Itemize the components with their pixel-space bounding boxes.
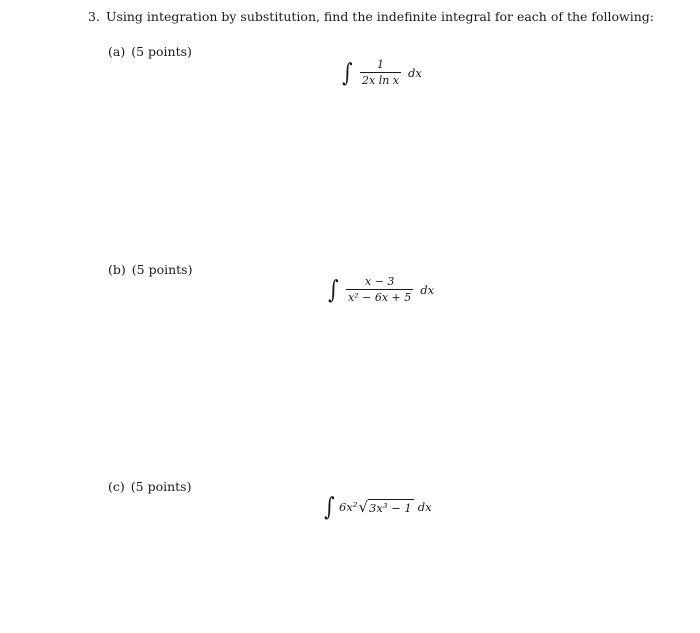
part-c-differential: dx xyxy=(417,499,432,514)
integral-sign: ∫ xyxy=(328,275,339,304)
part-b-label xyxy=(108,262,192,277)
question-number: 3. xyxy=(88,9,100,24)
part-c-radicand: 3x³ − 1 xyxy=(369,500,412,515)
question-prompt: Using integration by substitution, find the indefinite integral for each of the following: xyxy=(105,9,655,24)
question-header xyxy=(88,9,654,24)
part-c-label xyxy=(108,479,191,494)
part-a-letter: (a) xyxy=(108,44,126,59)
part-c-letter: (c) xyxy=(108,479,125,494)
part-b-integral xyxy=(327,275,434,304)
part-c-radical xyxy=(358,499,413,515)
part-b-denominator: x² − 6x + 5 xyxy=(348,291,412,304)
part-b-points: (5 points) xyxy=(131,262,193,277)
part-c-points: (5 points) xyxy=(130,479,192,494)
part-a-numerator: 1 xyxy=(377,58,385,71)
part-c-integral xyxy=(323,494,432,519)
part-c-coefficient: 6x² xyxy=(339,499,358,514)
part-a-integral xyxy=(341,58,422,87)
part-b-fraction xyxy=(346,275,413,304)
part-a-label xyxy=(108,44,192,59)
integral-sign: ∫ xyxy=(342,58,353,87)
square-root-icon: √ xyxy=(358,497,369,516)
part-a-denominator: 2x ln x xyxy=(362,74,400,87)
integral-sign: ∫ xyxy=(324,492,335,521)
part-b-differential: dx xyxy=(420,282,435,297)
part-b-letter: (b) xyxy=(108,262,126,277)
part-b-numerator: x − 3 xyxy=(364,275,395,288)
part-a-fraction xyxy=(360,58,401,87)
part-a-points: (5 points) xyxy=(131,44,192,59)
part-a-differential: dx xyxy=(408,65,422,80)
